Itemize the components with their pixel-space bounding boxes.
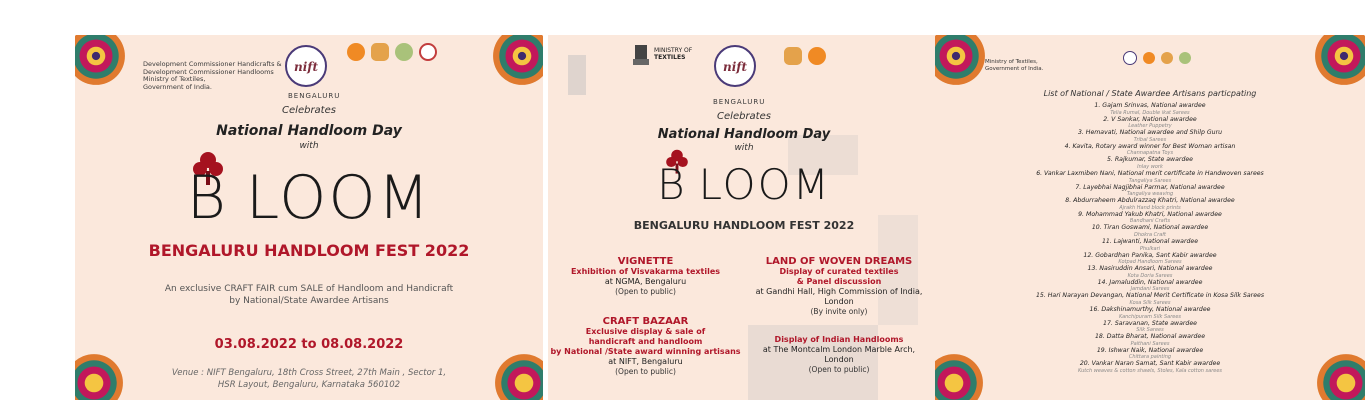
artisan-name: 10. Tiran Goswami, National awardee bbox=[1091, 224, 1209, 232]
credit-line: Government of India. bbox=[985, 65, 1044, 72]
artisan-craft: Dhokra Craft bbox=[1133, 231, 1166, 238]
artisan-name: 15. Hari Narayan Devangan, National Merit Certificate in Kosa Silk Sarees bbox=[1035, 292, 1265, 300]
artisan-entry bbox=[935, 252, 1365, 266]
artisan-entry bbox=[935, 224, 1365, 238]
celebrates-text: Celebrates bbox=[282, 105, 336, 116]
event-heading: VIGNETTE bbox=[617, 256, 674, 267]
event-heading: CRAFT BAZAAR bbox=[602, 316, 689, 327]
azadi-logo-icon bbox=[1161, 52, 1173, 64]
artisan-craft: Kotpad Handloom Sarees bbox=[1118, 259, 1182, 266]
fest-title: BENGALURU HANDLOOM FEST 2022 bbox=[633, 219, 855, 232]
artisan-craft: Tribal Sarees bbox=[1133, 136, 1167, 143]
event-note: (Open to public) bbox=[615, 367, 676, 376]
poster-bloom-events bbox=[548, 35, 940, 400]
artisan-name: 3. Hemavati, National awardee and Shilp Guru bbox=[1077, 129, 1223, 137]
artisan-craft: Bandhani Crafts bbox=[1129, 218, 1171, 225]
artisan-list bbox=[935, 89, 1365, 374]
event-note: (Open to public) bbox=[615, 287, 676, 296]
event-title: National Handloom Day bbox=[657, 127, 831, 142]
event-place: at The Montcalm London Marble Arch, bbox=[762, 345, 916, 354]
city-label: BENGALURU bbox=[288, 92, 341, 100]
national-emblem-icon bbox=[632, 43, 650, 67]
texture-patch bbox=[568, 55, 586, 95]
artisan-name: 14. Jamaluddin, National awardee bbox=[1097, 278, 1203, 286]
with-text: with bbox=[734, 143, 754, 153]
artisan-craft: Jamdani Sarees bbox=[1130, 286, 1170, 293]
artisan-craft: Kutch weaves & cotton shawls, Stoles, Kala cotton sarees bbox=[1077, 367, 1223, 374]
artisan-name: 9. Mohammad Yakub Khatri, National awardee bbox=[1078, 210, 1222, 218]
artisan-craft: Chittara painting bbox=[1128, 354, 1172, 361]
event-place: London bbox=[824, 355, 854, 364]
nift-logo-text: nift bbox=[723, 60, 747, 74]
nift-logo-text: nift bbox=[294, 60, 318, 74]
ministry-credit bbox=[985, 59, 1043, 72]
artisan-entry bbox=[935, 211, 1365, 225]
artisan-name: 8. Abdurraheem Abdulrazzaq Khatri, National awardee bbox=[1065, 197, 1235, 205]
artisan-craft: Telia Rumal, Double ikat Sarees bbox=[1110, 109, 1190, 116]
artisan-name: 16. Dakshinamurthy, National awardee bbox=[1089, 305, 1211, 313]
credit-line: Development Commissioner Handlooms bbox=[143, 67, 274, 76]
mandala-corner-icon bbox=[491, 35, 543, 87]
artisan-entry bbox=[935, 347, 1365, 361]
partner-logos bbox=[1123, 51, 1191, 65]
event-place: at NIFT, Bengaluru bbox=[608, 357, 683, 366]
artisan-entry bbox=[935, 156, 1365, 170]
artisan-craft: Ajrakh Hand block prints bbox=[1119, 204, 1181, 211]
artisan-name: 6. Vankar Laxmiben Nani, National merit certificate in Handwoven sarees bbox=[1036, 169, 1264, 177]
artisan-entry bbox=[935, 292, 1365, 306]
artisan-craft: Inlay work bbox=[1137, 163, 1163, 170]
nift-logo bbox=[285, 45, 327, 87]
artisan-craft: Paithani Sarees bbox=[1130, 340, 1170, 347]
flag-logo-icon bbox=[347, 43, 365, 61]
land-of-woven-dreams-event bbox=[738, 257, 940, 317]
event-note: (By invite only) bbox=[810, 307, 868, 316]
event-subtitle: Exhibition of Visvakarma textiles bbox=[570, 267, 721, 276]
partner-logos bbox=[347, 43, 437, 61]
event-dates: 03.08.2022 to 08.08.2022 bbox=[214, 337, 404, 352]
event-subtitle: Display of curated textiles bbox=[779, 267, 899, 276]
mandala-corner-icon bbox=[1313, 35, 1365, 87]
artisan-craft: Channapatna Toys bbox=[1126, 150, 1174, 157]
credit-line: Ministry of Textiles, bbox=[985, 59, 1038, 65]
venue-line: Venue : NIFT Bengaluru, 18th Cross Street, 27th Main , Sector 1, bbox=[171, 368, 447, 378]
partner-logos bbox=[784, 47, 826, 65]
description-line: An exclusive CRAFT FAIR cum SALE of Handloom and Handicraft bbox=[164, 284, 454, 294]
mandala-corner-icon bbox=[75, 35, 127, 87]
artisan-craft: Phulkari bbox=[1139, 245, 1161, 252]
artisan-entry bbox=[935, 360, 1365, 374]
artisan-name: 2. V Sankar, National awardee bbox=[1103, 115, 1197, 123]
poster-artisan-list bbox=[935, 35, 1365, 400]
flag-logo-icon bbox=[1143, 52, 1155, 64]
artisan-name: 13. Nasiruddin Ansari, National awardee bbox=[1087, 265, 1213, 273]
artisan-list-title: List of National / State Awardee Artisans particpating bbox=[1043, 89, 1257, 98]
fest-title: BENGALURU HANDLOOM FEST 2022 bbox=[148, 241, 470, 260]
event-title: National Handloom Day bbox=[216, 123, 402, 139]
artisan-entry bbox=[935, 129, 1365, 143]
artisan-name: 4. Kavita, Rotary award winner for Best Woman artisan bbox=[1064, 142, 1236, 150]
emblem-icon bbox=[419, 43, 437, 61]
artisan-entry bbox=[935, 197, 1365, 211]
artisan-name: 17. Saravanan, State awardee bbox=[1103, 319, 1197, 327]
azadi-logo-icon bbox=[371, 43, 389, 61]
flag-logo-icon bbox=[808, 47, 826, 65]
artisan-craft: Silk Sarees bbox=[1136, 327, 1164, 334]
artisan-name: 18. Datta Bharat, National awardee bbox=[1094, 333, 1206, 341]
artisan-name: 5. Rajkumar, State awardee bbox=[1107, 156, 1193, 164]
event-heading: Display of Indian Handlooms bbox=[774, 335, 904, 344]
with-text: with bbox=[299, 141, 319, 151]
fair-description bbox=[75, 283, 543, 307]
event-note: (Open to public) bbox=[808, 365, 870, 374]
artisan-craft: Kanchipuram Silk Sarees bbox=[1118, 313, 1182, 320]
ministry-credit bbox=[143, 61, 283, 91]
artisan-entry bbox=[935, 116, 1365, 130]
description-line: by National/State Awardee Artisans bbox=[229, 296, 389, 306]
event-subtitle: & Panel discussion bbox=[796, 277, 882, 286]
artisan-craft: Leather Puppetry bbox=[1128, 123, 1172, 130]
artisan-name: 20. Vankar Naran Samat, Sant Kabir awardee bbox=[1079, 360, 1221, 368]
artisan-entry bbox=[935, 333, 1365, 347]
indian-handlooms-display-event bbox=[738, 335, 940, 375]
artisan-name: 1. Gajam Srinvas, National awardee bbox=[1094, 102, 1206, 109]
mandala-corner-icon bbox=[935, 35, 987, 87]
event-place: London bbox=[824, 297, 854, 306]
artisan-entry bbox=[935, 320, 1365, 334]
celebrates-text: Celebrates bbox=[717, 111, 771, 122]
artisan-entry bbox=[935, 306, 1365, 320]
bloom-letter-b: B bbox=[657, 160, 687, 209]
artisan-entry bbox=[935, 238, 1365, 252]
artisan-items bbox=[935, 102, 1365, 374]
artisan-craft: Tangaliya Sarees bbox=[1128, 177, 1172, 184]
event-subtitle: Exclusive display & sale of bbox=[585, 327, 706, 336]
artisan-entry bbox=[935, 102, 1365, 116]
artisan-entry bbox=[935, 265, 1365, 279]
artisan-craft: Kosa Silk Sarees bbox=[1129, 299, 1171, 306]
credit-line: Ministry of Textiles, bbox=[143, 75, 206, 83]
bloom-logo bbox=[548, 160, 940, 209]
artisan-name: 7. Layebhai Nagjibhai Parmar, National awardee bbox=[1075, 183, 1225, 191]
artisan-entry bbox=[935, 184, 1365, 198]
venue-line: HSR Layout, Bengaluru, Karnataka 560102 bbox=[217, 380, 401, 390]
bloom-letter-b: B bbox=[186, 163, 228, 233]
event-place: at Gandhi Hall, High Commission of India, bbox=[755, 287, 923, 296]
poster-bloom-invitation bbox=[75, 35, 543, 400]
artisan-entry bbox=[935, 170, 1365, 184]
event-place: at NGMA, Bengaluru bbox=[604, 277, 687, 286]
event-subtitle: handicraft and handloom bbox=[588, 337, 703, 346]
artisan-name: 11. Lajwanti, National awardee bbox=[1101, 237, 1199, 245]
ministry-line: TEXTILES bbox=[654, 54, 686, 61]
credit-line: Government of India. bbox=[143, 82, 212, 91]
ministry-line: MINISTRY OF bbox=[654, 47, 693, 54]
azadi-logo-icon bbox=[784, 47, 802, 65]
artisan-craft: Kota Doria Sarees bbox=[1127, 272, 1173, 279]
handloom-mark-icon bbox=[1179, 52, 1191, 64]
venue-address bbox=[75, 367, 543, 391]
artisan-craft: Tangaliya weaving bbox=[1126, 191, 1174, 198]
event-heading: LAND OF WOVEN DREAMS bbox=[765, 256, 913, 267]
artisan-name: 19. Ishwar Naik, National awardee bbox=[1096, 346, 1204, 354]
artisan-name: 12. Gobardhan Panika, Sant Kabir awardee bbox=[1083, 251, 1217, 259]
nift-logo bbox=[714, 45, 756, 87]
bloom-logo bbox=[75, 163, 543, 233]
ministry-label bbox=[654, 47, 692, 61]
handloom-mark-icon bbox=[395, 43, 413, 61]
artisan-entry bbox=[935, 279, 1365, 293]
craft-bazaar-event bbox=[548, 317, 743, 377]
city-label: BENGALURU bbox=[713, 98, 766, 106]
bloom-letters: LOOM bbox=[245, 163, 432, 233]
credit-line: Development Commissioner Handicrafts & bbox=[143, 60, 282, 68]
nift-logo-icon bbox=[1123, 51, 1137, 65]
event-subtitle: by National /State award winning artisans bbox=[550, 347, 741, 356]
artisan-entry bbox=[935, 143, 1365, 157]
vignette-event bbox=[548, 257, 743, 297]
bloom-letters: LOOM bbox=[698, 160, 831, 209]
